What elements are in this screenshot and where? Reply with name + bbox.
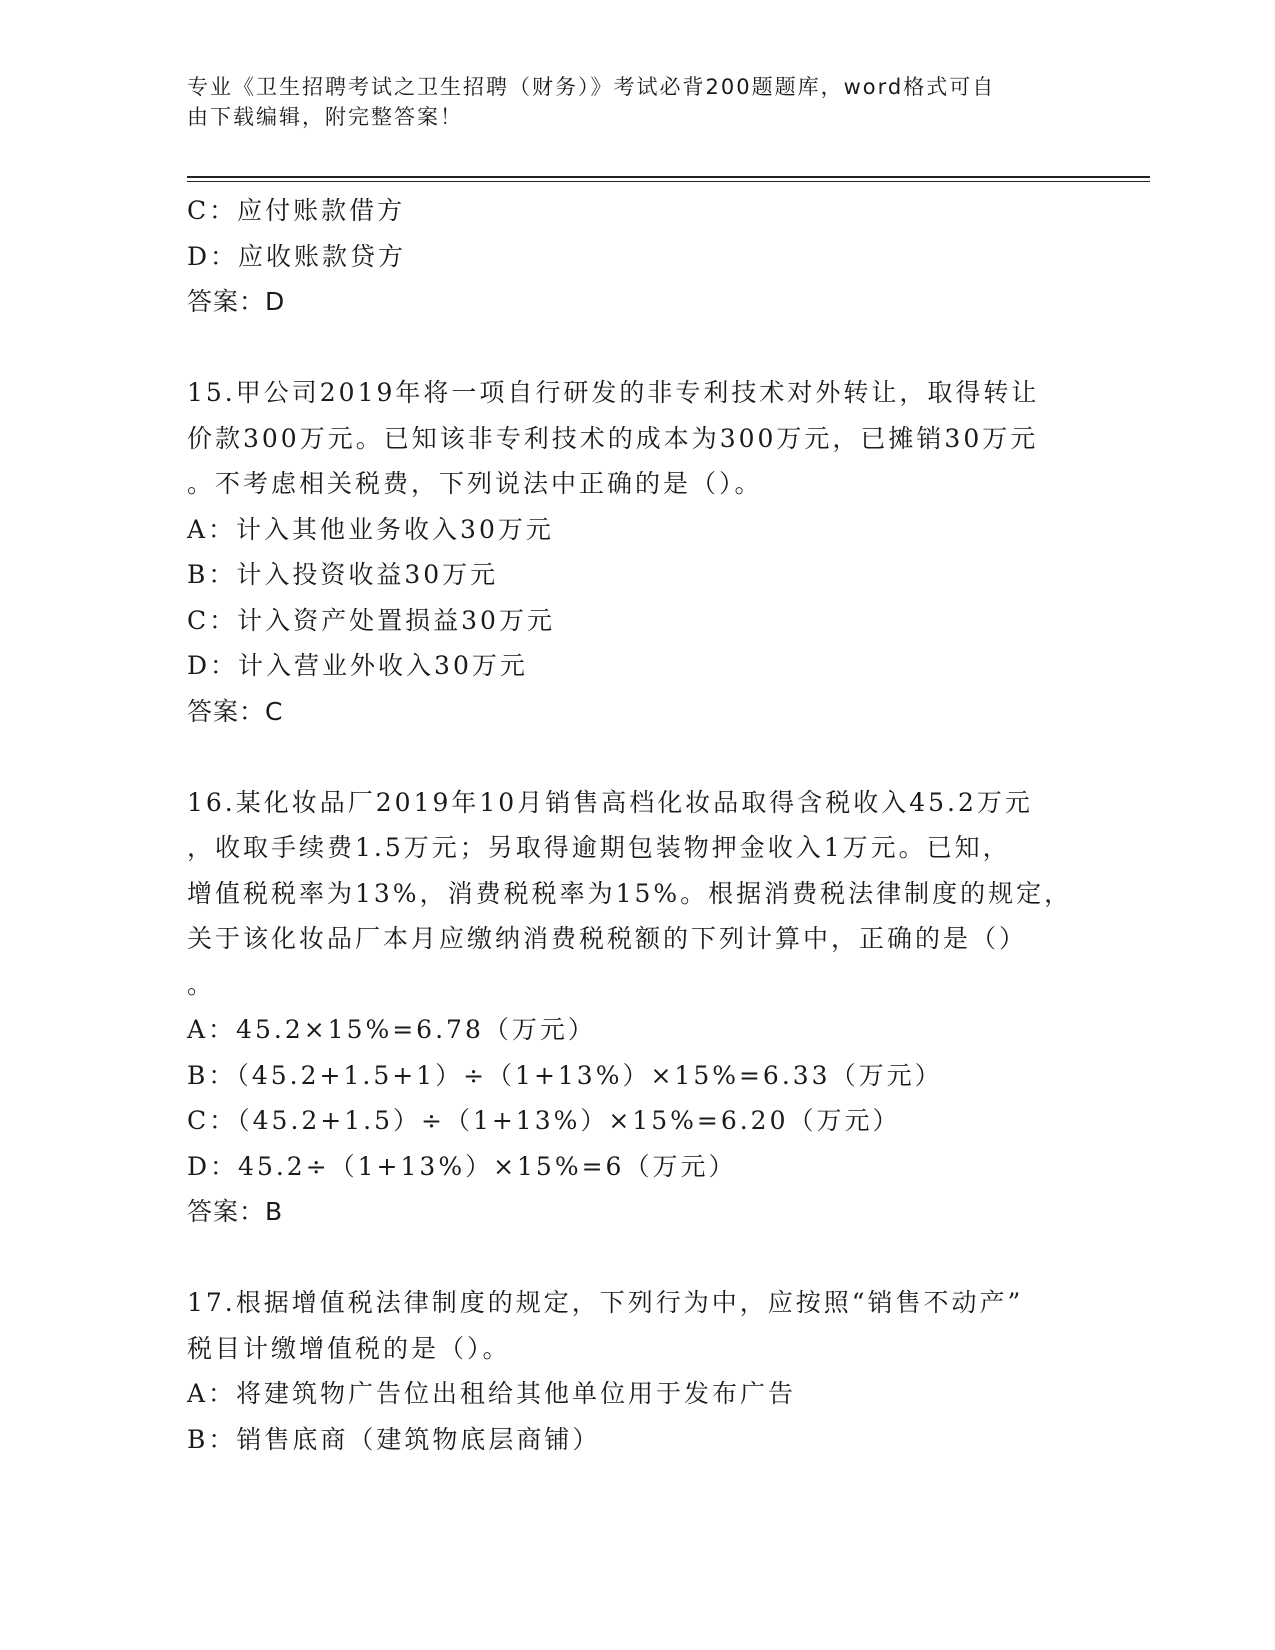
question-text-line: 税目计缴增值税的是（）。 [187, 1333, 511, 1363]
option-d: D：应收账款贷方 [187, 241, 407, 271]
document-body [187, 188, 1087, 1462]
question-17 [187, 1280, 1087, 1462]
question-text-line: 15.甲公司2019年将一项自行研发的非专利技术对外转让，取得转让 [187, 378, 1040, 407]
option-c: C：计入资产处置损益30万元 [187, 605, 555, 635]
question-text-line: 关于该化妆品厂本月应缴纳消费税税额的下列计算中，正确的是（） [187, 924, 1028, 953]
option-d: D：计入营业外收入30万元 [187, 651, 528, 680]
question-text-line: 17.根据增值税法律制度的规定，下列行为中，应按照“销售不动产” [187, 1288, 1024, 1317]
header-divider-thick [187, 176, 1150, 178]
option-a: A：计入其他业务收入30万元 [187, 514, 554, 544]
question-spacer [187, 734, 1087, 780]
question-text-line: 价款300万元。已知该非专利技术的成本为300万元，已摊销30万元 [187, 423, 1039, 453]
question-text-line: 16.某化妆品厂2019年10月销售高档化妆品取得含税收入45.2万元 [187, 787, 1033, 817]
question-text-line: 增值税税率为13%，消费税税率为15%。根据消费税法律制度的规定， [187, 878, 1073, 908]
option-b: B：（45.2+1.5+1）÷（1+13%）×15%=6.33（万元） [187, 1060, 943, 1090]
question-14-tail [187, 188, 1087, 325]
option-a: A：将建筑物广告位出租给其他单位用于发布广告 [187, 1379, 797, 1408]
option-b: B：销售底商（建筑物底层商铺） [187, 1424, 601, 1454]
question-spacer [187, 325, 1087, 371]
question-text-line: 。 [187, 969, 216, 999]
question-spacer [187, 1235, 1087, 1281]
question-text-line: 。不考虑相关税费，下列说法中正确的是（）。 [187, 469, 763, 498]
option-a: A：45.2×15%=6.78（万元） [187, 1015, 596, 1044]
option-b: B：计入投资收益30万元 [187, 560, 499, 589]
header-line-2: 由下载编辑，附完整答案！ [187, 105, 463, 129]
question-15 [187, 370, 1087, 734]
answer-line: 答案：D [187, 287, 286, 316]
option-c: C：应付账款借方 [187, 196, 406, 225]
header-line-1: 专业《卫生招聘考试之卫生招聘（财务）》考试必背200题题库，word格式可自 [187, 75, 996, 99]
option-d: D：45.2÷（1+13%）×15%=6（万元） [187, 1151, 737, 1181]
question-16 [187, 780, 1087, 1235]
answer-line: 答案：B [187, 1197, 284, 1226]
answer-line: 答案：C [187, 696, 284, 726]
question-text-line: ，收取手续费1.5万元；另取得逾期包装物押金收入1万元。已知， [187, 833, 1011, 862]
header-divider-thin [187, 181, 1150, 182]
option-c: C：（45.2+1.5）÷（1+13%）×15%=6.20（万元） [187, 1106, 901, 1135]
document-header [187, 72, 1087, 132]
